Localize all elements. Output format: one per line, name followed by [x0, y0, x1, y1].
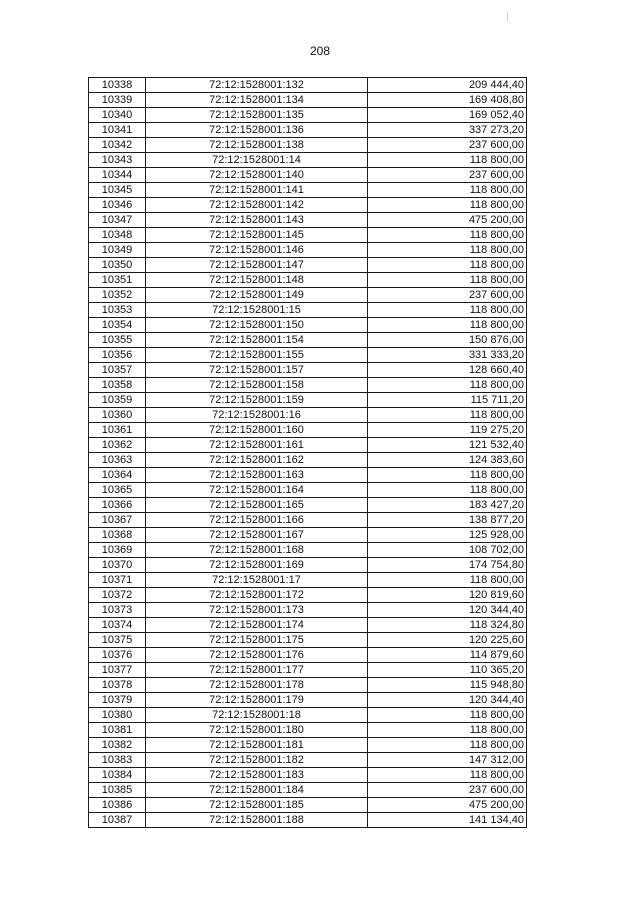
amount-cell: 237 600,00: [368, 288, 527, 303]
page-number: 208: [309, 44, 331, 58]
amount-cell: 121 532,40: [368, 438, 527, 453]
row-number-cell: 10343: [89, 153, 146, 168]
row-number-cell: 10340: [89, 108, 146, 123]
table-row: [89, 513, 527, 528]
row-number-cell: 10374: [89, 618, 146, 633]
table-row: [89, 303, 527, 318]
amount-cell: 118 800,00: [368, 243, 527, 258]
cadastral-number-cell: 72:12:1528001:135: [146, 108, 368, 123]
table-row: [89, 693, 527, 708]
row-number-cell: 10386: [89, 798, 146, 813]
amount-cell: 237 600,00: [368, 168, 527, 183]
row-number-cell: 10342: [89, 138, 146, 153]
row-number-cell: 10347: [89, 213, 146, 228]
cadastral-number-cell: 72:12:1528001:16: [146, 408, 368, 423]
amount-cell: 118 800,00: [368, 573, 527, 588]
cadastral-number-cell: 72:12:1528001:174: [146, 618, 368, 633]
cadastral-number-cell: 72:12:1528001:169: [146, 558, 368, 573]
amount-cell: 118 800,00: [368, 768, 527, 783]
row-number-cell: 10373: [89, 603, 146, 618]
amount-cell: 118 800,00: [368, 198, 527, 213]
amount-cell: 119 275,20: [368, 423, 527, 438]
cadastral-number-cell: 72:12:1528001:150: [146, 318, 368, 333]
row-number-cell: 10380: [89, 708, 146, 723]
cadastral-number-cell: 72:12:1528001:163: [146, 468, 368, 483]
row-number-cell: 10344: [89, 168, 146, 183]
table-row: [89, 573, 527, 588]
row-number-cell: 10377: [89, 663, 146, 678]
row-number-cell: 10359: [89, 393, 146, 408]
row-number-cell: 10356: [89, 348, 146, 363]
table-row: [89, 183, 527, 198]
table-row: [89, 468, 527, 483]
cadastral-number-cell: 72:12:1528001:17: [146, 573, 368, 588]
table-row: [89, 288, 527, 303]
table-row: [89, 423, 527, 438]
amount-cell: 150 876,00: [368, 333, 527, 348]
cadastral-number-cell: 72:12:1528001:14: [146, 153, 368, 168]
amount-cell: 120 344,40: [368, 603, 527, 618]
cadastral-number-cell: 72:12:1528001:158: [146, 378, 368, 393]
row-number-cell: 10379: [89, 693, 146, 708]
table-row: [89, 168, 527, 183]
cadastral-number-cell: 72:12:1528001:136: [146, 123, 368, 138]
cadastral-number-cell: 72:12:1528001:154: [146, 333, 368, 348]
row-number-cell: 10387: [89, 813, 146, 828]
cadastral-number-cell: 72:12:1528001:179: [146, 693, 368, 708]
table-row: [89, 213, 527, 228]
cadastral-number-cell: 72:12:1528001:149: [146, 288, 368, 303]
row-number-cell: 10357: [89, 363, 146, 378]
table-row: [89, 198, 527, 213]
row-number-cell: 10349: [89, 243, 146, 258]
table-row: [89, 273, 527, 288]
amount-cell: 120 344,40: [368, 693, 527, 708]
amount-cell: 118 800,00: [368, 258, 527, 273]
cadastral-number-cell: 72:12:1528001:161: [146, 438, 368, 453]
table-row: [89, 243, 527, 258]
cadastral-number-cell: 72:12:1528001:181: [146, 738, 368, 753]
amount-cell: 118 800,00: [368, 468, 527, 483]
amount-cell: 475 200,00: [368, 213, 527, 228]
table-row: [89, 438, 527, 453]
row-number-cell: 10385: [89, 783, 146, 798]
amount-cell: 174 754,80: [368, 558, 527, 573]
row-number-cell: 10382: [89, 738, 146, 753]
table-row: [89, 93, 527, 108]
table-row: [89, 108, 527, 123]
cadastral-number-cell: 72:12:1528001:141: [146, 183, 368, 198]
cadastral-number-cell: 72:12:1528001:134: [146, 93, 368, 108]
cadastral-number-cell: 72:12:1528001:143: [146, 213, 368, 228]
row-number-cell: 10345: [89, 183, 146, 198]
row-number-cell: 10370: [89, 558, 146, 573]
table-row: [89, 798, 527, 813]
amount-cell: 237 600,00: [368, 783, 527, 798]
row-number-cell: 10348: [89, 228, 146, 243]
cadastral-number-cell: 72:12:1528001:147: [146, 258, 368, 273]
cadastral-number-cell: 72:12:1528001:185: [146, 798, 368, 813]
table-row: [89, 228, 527, 243]
cadastral-number-cell: 72:12:1528001:146: [146, 243, 368, 258]
table-row: [89, 483, 527, 498]
cadastral-number-cell: 72:12:1528001:157: [146, 363, 368, 378]
row-number-cell: 10360: [89, 408, 146, 423]
row-number-cell: 10361: [89, 423, 146, 438]
table-row: [89, 363, 527, 378]
amount-cell: 118 800,00: [368, 708, 527, 723]
cadastral-number-cell: 72:12:1528001:178: [146, 678, 368, 693]
amount-cell: 118 800,00: [368, 228, 527, 243]
cadastral-number-cell: 72:12:1528001:184: [146, 783, 368, 798]
amount-cell: 169 408,80: [368, 93, 527, 108]
table-row: [89, 153, 527, 168]
table-row: [89, 123, 527, 138]
table-row: [89, 618, 527, 633]
row-number-cell: 10372: [89, 588, 146, 603]
cadastral-number-cell: 72:12:1528001:180: [146, 723, 368, 738]
table-row: [89, 138, 527, 153]
table-row: [89, 663, 527, 678]
table-row: [89, 603, 527, 618]
table-row: [89, 708, 527, 723]
amount-cell: 118 800,00: [368, 738, 527, 753]
table-row: [89, 453, 527, 468]
cadastral-number-cell: 72:12:1528001:177: [146, 663, 368, 678]
cadastral-number-cell: 72:12:1528001:188: [146, 813, 368, 828]
cadastral-number-cell: 72:12:1528001:164: [146, 483, 368, 498]
amount-cell: 209 444,40: [368, 78, 527, 93]
table-row: [89, 78, 527, 93]
table-row: [89, 528, 527, 543]
cadastral-number-cell: 72:12:1528001:182: [146, 753, 368, 768]
cadastral-number-cell: 72:12:1528001:15: [146, 303, 368, 318]
table-row: [89, 783, 527, 798]
row-number-cell: 10355: [89, 333, 146, 348]
table-row: [89, 498, 527, 513]
row-number-cell: 10363: [89, 453, 146, 468]
row-number-cell: 10375: [89, 633, 146, 648]
amount-cell: 169 052,40: [368, 108, 527, 123]
amount-cell: 141 134,40: [368, 813, 527, 828]
cadastral-number-cell: 72:12:1528001:142: [146, 198, 368, 213]
registry-table: [88, 77, 527, 828]
row-number-cell: 10369: [89, 543, 146, 558]
amount-cell: 120 819,60: [368, 588, 527, 603]
amount-cell: 120 225,60: [368, 633, 527, 648]
amount-cell: 118 800,00: [368, 153, 527, 168]
table-row: [89, 648, 527, 663]
row-number-cell: 10339: [89, 93, 146, 108]
amount-cell: 183 427,20: [368, 498, 527, 513]
row-number-cell: 10376: [89, 648, 146, 663]
amount-cell: 118 800,00: [368, 303, 527, 318]
table-row: [89, 753, 527, 768]
row-number-cell: 10354: [89, 318, 146, 333]
row-number-cell: 10364: [89, 468, 146, 483]
registry-table-body: [89, 78, 527, 828]
scan-edge-mark: [507, 12, 508, 22]
amount-cell: 114 879,60: [368, 648, 527, 663]
row-number-cell: 10365: [89, 483, 146, 498]
cadastral-number-cell: 72:12:1528001:175: [146, 633, 368, 648]
row-number-cell: 10358: [89, 378, 146, 393]
row-number-cell: 10346: [89, 198, 146, 213]
table-row: [89, 738, 527, 753]
row-number-cell: 10366: [89, 498, 146, 513]
cadastral-number-cell: 72:12:1528001:165: [146, 498, 368, 513]
table-row: [89, 393, 527, 408]
amount-cell: 118 800,00: [368, 723, 527, 738]
table-row: [89, 543, 527, 558]
row-number-cell: 10368: [89, 528, 146, 543]
amount-cell: 115 711,20: [368, 393, 527, 408]
amount-cell: 118 800,00: [368, 378, 527, 393]
amount-cell: 118 800,00: [368, 408, 527, 423]
table-row: [89, 378, 527, 393]
amount-cell: 118 800,00: [368, 483, 527, 498]
table-row: [89, 633, 527, 648]
cadastral-number-cell: 72:12:1528001:159: [146, 393, 368, 408]
table-row: [89, 558, 527, 573]
cadastral-number-cell: 72:12:1528001:162: [146, 453, 368, 468]
amount-cell: 475 200,00: [368, 798, 527, 813]
row-number-cell: 10351: [89, 273, 146, 288]
cadastral-number-cell: 72:12:1528001:140: [146, 168, 368, 183]
cadastral-number-cell: 72:12:1528001:173: [146, 603, 368, 618]
cadastral-number-cell: 72:12:1528001:176: [146, 648, 368, 663]
amount-cell: 128 660,40: [368, 363, 527, 378]
cadastral-number-cell: 72:12:1528001:172: [146, 588, 368, 603]
amount-cell: 125 928,00: [368, 528, 527, 543]
cadastral-number-cell: 72:12:1528001:145: [146, 228, 368, 243]
row-number-cell: 10371: [89, 573, 146, 588]
table-row: [89, 408, 527, 423]
row-number-cell: 10350: [89, 258, 146, 273]
row-number-cell: 10367: [89, 513, 146, 528]
cadastral-number-cell: 72:12:1528001:160: [146, 423, 368, 438]
table-row: [89, 258, 527, 273]
cadastral-number-cell: 72:12:1528001:132: [146, 78, 368, 93]
row-number-cell: 10384: [89, 768, 146, 783]
amount-cell: 115 948,80: [368, 678, 527, 693]
table-row: [89, 348, 527, 363]
table-row: [89, 318, 527, 333]
row-number-cell: 10338: [89, 78, 146, 93]
table-row: [89, 813, 527, 828]
amount-cell: 118 800,00: [368, 273, 527, 288]
row-number-cell: 10362: [89, 438, 146, 453]
amount-cell: 331 333,20: [368, 348, 527, 363]
amount-cell: 237 600,00: [368, 138, 527, 153]
table-row: [89, 723, 527, 738]
amount-cell: 147 312,00: [368, 753, 527, 768]
cadastral-number-cell: 72:12:1528001:183: [146, 768, 368, 783]
cadastral-number-cell: 72:12:1528001:138: [146, 138, 368, 153]
cadastral-number-cell: 72:12:1528001:166: [146, 513, 368, 528]
amount-cell: 124 383,60: [368, 453, 527, 468]
amount-cell: 138 877,20: [368, 513, 527, 528]
cadastral-number-cell: 72:12:1528001:155: [146, 348, 368, 363]
row-number-cell: 10383: [89, 753, 146, 768]
table-row: [89, 678, 527, 693]
table-row: [89, 588, 527, 603]
amount-cell: 118 800,00: [368, 318, 527, 333]
row-number-cell: 10352: [89, 288, 146, 303]
amount-cell: 337 273,20: [368, 123, 527, 138]
cadastral-number-cell: 72:12:1528001:18: [146, 708, 368, 723]
amount-cell: 108 702,00: [368, 543, 527, 558]
table-row: [89, 768, 527, 783]
row-number-cell: 10353: [89, 303, 146, 318]
amount-cell: 110 365,20: [368, 663, 527, 678]
amount-cell: 118 800,00: [368, 183, 527, 198]
row-number-cell: 10378: [89, 678, 146, 693]
amount-cell: 118 324,80: [368, 618, 527, 633]
row-number-cell: 10341: [89, 123, 146, 138]
cadastral-number-cell: 72:12:1528001:168: [146, 543, 368, 558]
table-row: [89, 333, 527, 348]
cadastral-number-cell: 72:12:1528001:167: [146, 528, 368, 543]
row-number-cell: 10381: [89, 723, 146, 738]
cadastral-number-cell: 72:12:1528001:148: [146, 273, 368, 288]
